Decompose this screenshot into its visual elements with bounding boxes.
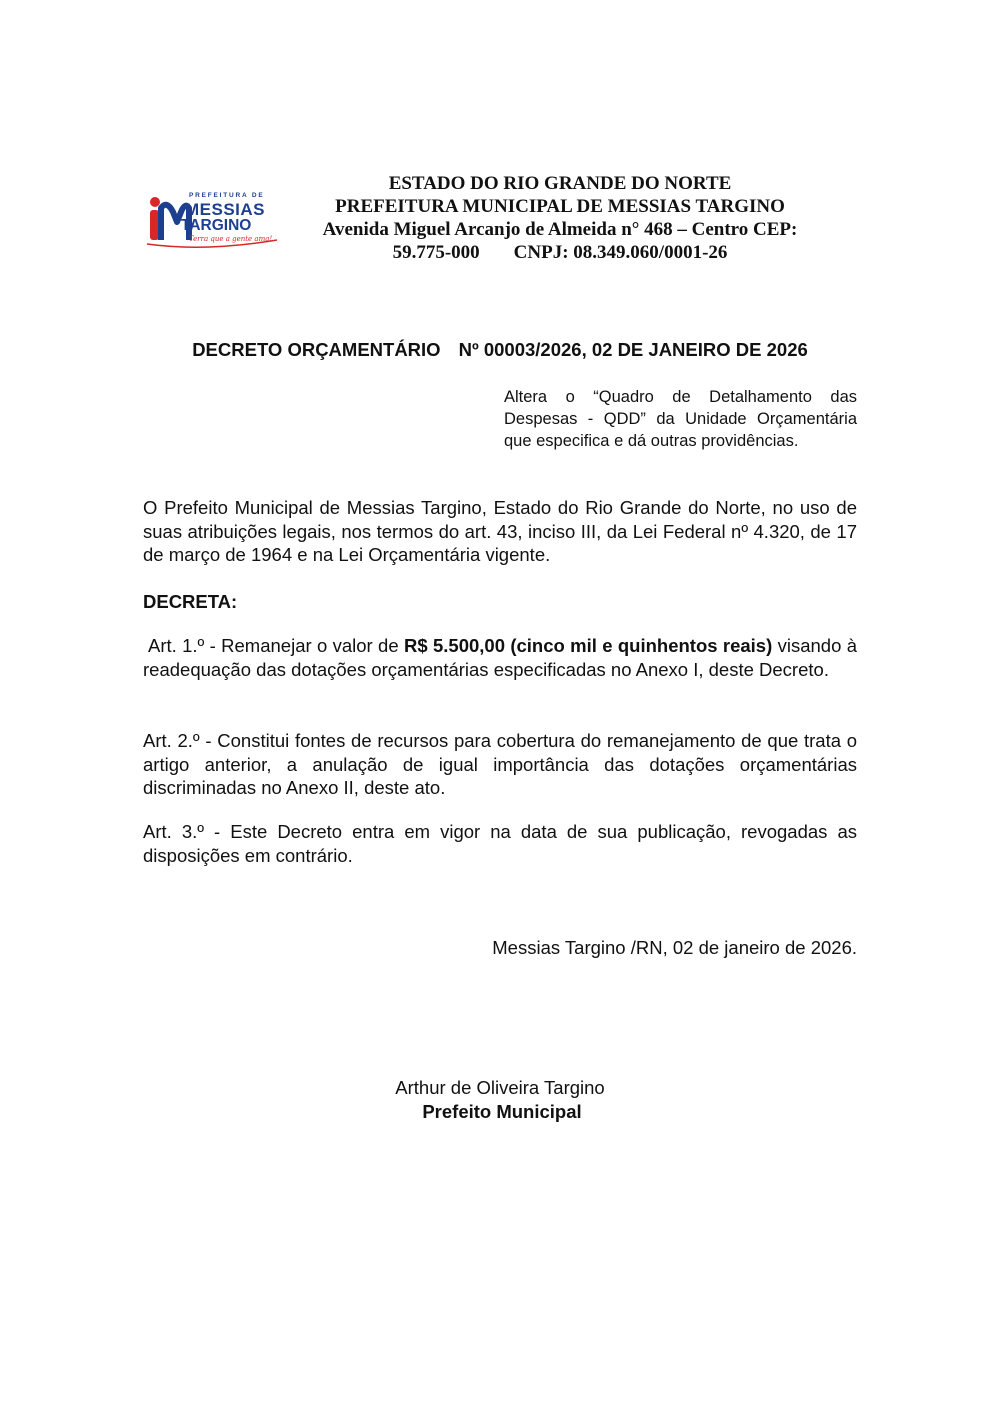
header-cep-cnpj bbox=[300, 241, 820, 264]
letterhead bbox=[300, 172, 820, 264]
preamble-paragraph: O Prefeito Municipal de Messias Targino, Estado do Rio Grande do Norte, no uso de suas atribuições legais, nos termos do art. 43, inciso III, da Lei Federal nº 4.320, de 17 de março de 1964 e na Lei Orçamentária vigente. bbox=[143, 497, 857, 565]
article-1 bbox=[143, 634, 857, 681]
prefeitura-logo bbox=[145, 190, 285, 254]
header-address: Avenida Miguel Arcanjo de Almeida n° 468 – Centro CEP: bbox=[322, 219, 798, 240]
header-state: ESTADO DO RIO GRANDE DO NORTE bbox=[388, 173, 732, 194]
article-1-rest: visando à readequação das dotações orçamentárias especificadas no Anexo I, deste Decreto. bbox=[143, 635, 857, 680]
signatory-role: Prefeito Municipal bbox=[422, 1101, 582, 1122]
logo-messias-text: MESSIAS bbox=[185, 200, 266, 219]
header-cep: 59.775-000 bbox=[392, 242, 480, 263]
decree-number-date: Nº 00003/2026, 02 DE JANEIRO DE 2026 bbox=[458, 339, 808, 360]
article-1-lead: Art. 1.º - Remanejar o valor de bbox=[148, 635, 399, 656]
place-date: Messias Targino /RN, 02 de janeiro de 2026. bbox=[492, 937, 857, 958]
decree-ementa: Altera o “Quadro de Detalhamento das Despesas - QDD” da Unidade Orçamentária que especifica e dá outras providências. bbox=[504, 388, 857, 450]
decreta-heading: DECRETA: bbox=[143, 591, 238, 612]
header-cnpj: CNPJ: 08.349.060/0001-26 bbox=[513, 242, 728, 263]
decree-type: DECRETO ORÇAMENTÁRIO bbox=[192, 339, 441, 360]
article-2: Art. 2.º - Constitui fontes de recursos para cobertura do remanejamento de que trata o artigo anterior, a anulação de igual importância das dotações orçamentárias discriminadas no Anexo II, deste ato. bbox=[143, 730, 857, 798]
article-1-amount: R$ 5.500,00 (cinco mil e quinhentos reais) bbox=[403, 635, 773, 656]
logo-slogan: Terra que a gente ama! bbox=[189, 235, 273, 243]
logo-prefeitura-text: PREFEITURA DE bbox=[189, 192, 265, 199]
decree-title bbox=[143, 339, 857, 361]
article-3: Art. 3.º - Este Decreto entra em vigor na data de sua publicação, revogadas as disposições em contrário. bbox=[143, 821, 857, 866]
logo-targino-text: TARGINO bbox=[181, 217, 252, 234]
signatory-name: Arthur de Oliveira Targino bbox=[395, 1077, 605, 1098]
header-prefeitura: PREFEITURA MUNICIPAL DE MESSIAS TARGINO bbox=[335, 196, 785, 217]
